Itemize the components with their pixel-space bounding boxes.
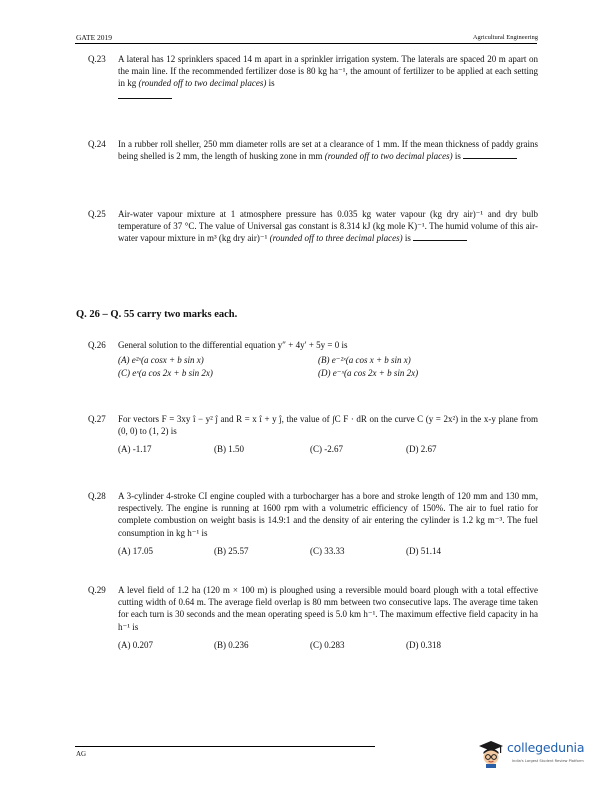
header-subject: Agricultural Engineering: [472, 34, 538, 41]
question-text: For vectors F = 3xy î − y² ĵ and R = x î + y ĵ, the value of ∫C F · dR on the curve C (y = 2x²) in the x-y plane from (0, 0) to (1, 2) is: [118, 414, 538, 437]
option-c[interactable]: (C) -2.67: [310, 444, 343, 455]
question-number: Q.28: [88, 491, 106, 501]
footer-divider: [75, 746, 375, 747]
answer-blank[interactable]: [463, 150, 517, 159]
option-d[interactable]: (D) 2.67: [406, 444, 437, 455]
logo-tagline: India's Largest Student Review Platform: [512, 759, 584, 763]
option-a[interactable]: (A) 0.207: [118, 639, 153, 650]
graduate-mascot-icon: [478, 740, 504, 768]
option-a[interactable]: (A) e²ˣ(a cosx + b sin x): [118, 355, 204, 366]
answer-blank[interactable]: [413, 232, 467, 241]
question-text: Air-water vapour mixture at 1 atmosphere pressure has 0.035 kg water vapour (kg dry air)⁻¹ and dry bulb temperature of 37 °C. The value of Universal gas constant is 8.314 kJ (kg mole K)⁻¹. The humid volume of this air-water vapour mixture in m³ (kg dry air)⁻¹ (rounded off to three decimal places) is: [118, 209, 538, 244]
option-a[interactable]: (A) 17.05: [118, 545, 153, 556]
question-26: [88, 339, 538, 379]
options: [118, 545, 538, 557]
question-29: [88, 584, 538, 651]
answer-blank[interactable]: [118, 90, 172, 99]
option-a[interactable]: (A) -1.17: [118, 444, 152, 455]
option-d[interactable]: (D) e⁻ˣ(a cos 2x + b sin 2x): [318, 367, 419, 378]
question-28: [88, 490, 538, 557]
option-b[interactable]: (B) e⁻²ˣ(a cos x + b sin x): [318, 355, 411, 366]
option-d[interactable]: (D) 51.14: [406, 545, 441, 556]
options: [118, 355, 538, 379]
question-text: In a rubber roll sheller, 250 mm diameter rolls are set at a clearance of 1 mm. If the mean thickness of paddy grains being shelled is 2 mm, the length of husking zone in mm (rounded off to two decimal places) is: [118, 139, 538, 162]
question-number: Q.29: [88, 585, 106, 595]
question-27: [88, 413, 538, 456]
option-b[interactable]: (B) 0.236: [214, 639, 249, 650]
question-text: A lateral has 12 sprinklers spaced 14 m apart in a sprinkler irrigation system. The laterals are spaced 20 m apart on the main line. If the recommended fertilizer dose is 80 kg ha⁻¹, the amount of fertilizer to be applied at each setting in kg (rounded off to two decimal places) is: [118, 53, 538, 102]
question-number: Q.25: [88, 209, 106, 219]
option-d[interactable]: (D) 0.318: [406, 639, 441, 650]
options: [118, 443, 538, 455]
question-23: [88, 53, 538, 102]
option-b[interactable]: (B) 1.50: [214, 444, 244, 455]
question-number: Q.27: [88, 414, 106, 424]
option-c[interactable]: (C) 33.33: [310, 545, 345, 556]
option-c[interactable]: (C) 0.283: [310, 639, 345, 650]
option-b[interactable]: (B) 25.57: [214, 545, 249, 556]
question-number: Q.26: [88, 340, 106, 350]
question-number: Q.24: [88, 139, 106, 149]
question-text: General solution to the differential equation y″ + 4y′ + 5y = 0 is: [118, 340, 348, 350]
collegedunia-logo: [478, 738, 610, 772]
options: [118, 639, 538, 651]
section-heading: Q. 26 – Q. 55 carry two marks each.: [76, 309, 238, 320]
question-text: A 3-cylinder 4-stroke CI engine coupled with a turbocharger has a bore and stroke length of 120 mm and 130 mm, respectively. The engine is running at 1600 rpm with a volumetric efficiency of 150%. The air to fuel ratio for complete combustion on weight basis is 14.9:1 and the density of air entering the cylinder is 1.2 kg m⁻³. The fuel consumption in kg h⁻¹ is: [118, 491, 538, 538]
header-divider: [75, 43, 537, 44]
question-text: A level field of 1.2 ha (120 m × 100 m) is ploughed using a reversible mould board plough with a total effective cutting width of 0.64 m. The average field overlap is 80 mm between two consecutive laps. The average time taken for each turn is 30 seconds and the mean operating speed is 5.0 km h⁻¹. The maximum effective field capacity in ha h⁻¹ is: [118, 585, 538, 632]
question-number: Q.23: [88, 54, 106, 64]
logo-wordmark: collegedunia: [507, 740, 585, 755]
header-exam-title: GATE 2019: [76, 33, 113, 42]
question-24: [88, 138, 538, 162]
option-c[interactable]: (C) eˣ(a cos 2x + b sin 2x): [118, 367, 213, 378]
question-25: [88, 208, 538, 245]
footer-paper-code: AG: [76, 750, 87, 758]
